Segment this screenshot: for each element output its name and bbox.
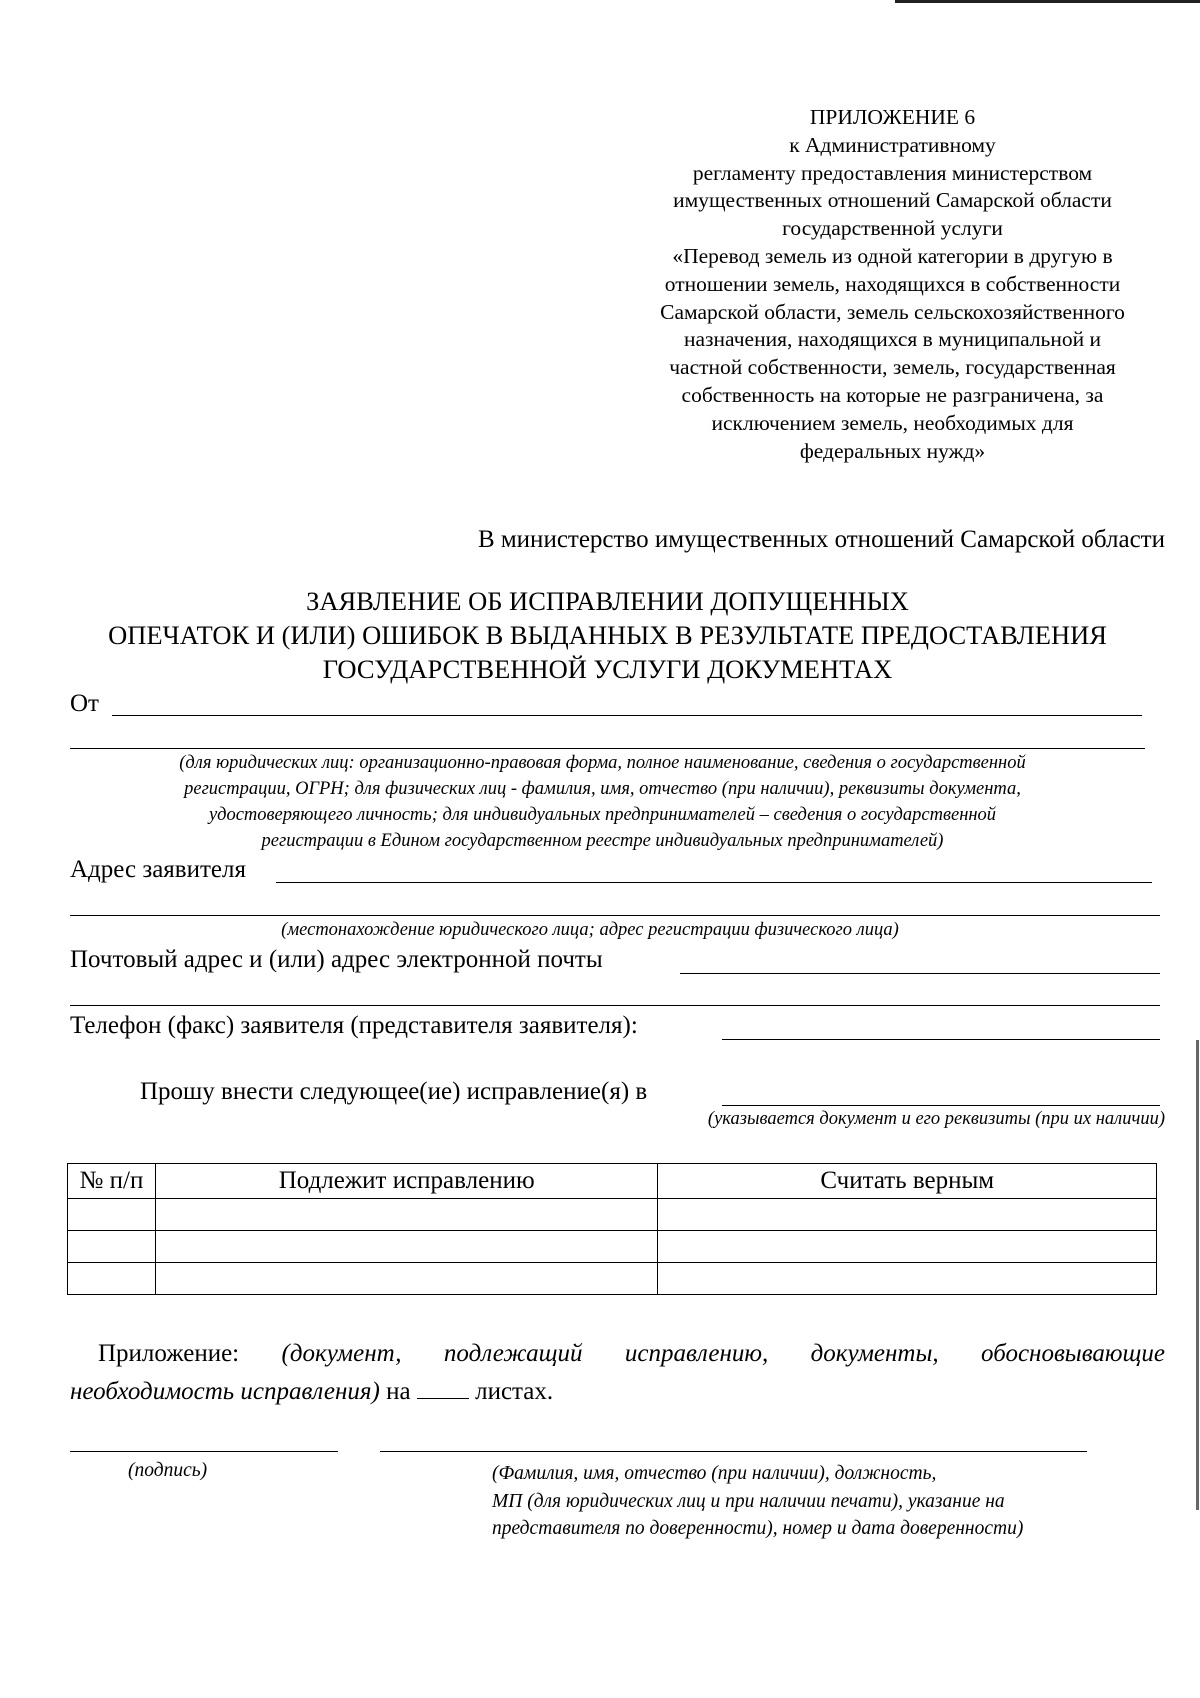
from-note-line: регистрации, ОГРН; для физических лиц - фамилия, имя, отчество (при наличии), реквизиты документа, — [184, 779, 1021, 799]
postal-input-line[interactable] — [680, 973, 1160, 974]
table-cell[interactable] — [658, 1231, 1157, 1263]
name-position-line[interactable] — [380, 1451, 1087, 1452]
addressee: В министерство имущественных отношений Самарской области — [477, 526, 1165, 553]
address-note: (местонахождение юридического лица; адрес регистрации физического лица) — [281, 920, 899, 940]
attachment-suffix: листах. — [475, 1378, 554, 1405]
appendix-line: ПРИЛОЖЕНИЕ 6 — [809, 105, 976, 129]
table-cell[interactable] — [68, 1199, 156, 1231]
appendix-line: частной собственности, земель, государственная — [669, 355, 1116, 380]
table-cell[interactable] — [68, 1231, 156, 1263]
signature-details-note — [492, 1460, 1023, 1543]
table-cell[interactable] — [155, 1231, 658, 1263]
from-label: От — [70, 690, 99, 717]
attachment-line-1 — [70, 1335, 1165, 1373]
from-note-line: (для юридических лиц: организационно-правовая форма, полное наименование, сведения о государственной — [179, 753, 1026, 773]
header-correct-value: Считать верным — [658, 1164, 1157, 1199]
header-to-correct: Подлежит исправлению — [155, 1164, 658, 1199]
appendix-line: имущественных отношений Самарской области — [673, 188, 1112, 213]
appendix-line: «Перевод земель из одной категории в другую в — [672, 243, 1113, 268]
from-note-line: регистрации в Едином государственном реестре индивидуальных предпринимателей) — [261, 831, 944, 851]
phone-label: Телефон (факс) заявителя (представителя заявителя): — [70, 1012, 638, 1039]
postal-label: Почтовый адрес и (или) адрес электронной почты — [70, 946, 603, 973]
appendix-line: отношении земель, находящихся в собственности — [664, 271, 1121, 296]
table-header-row — [68, 1164, 1157, 1199]
from-note — [45, 750, 1160, 854]
table-row — [68, 1263, 1157, 1295]
address-label: Адрес заявителя — [70, 856, 246, 883]
appendix-line: к Административному — [789, 132, 996, 157]
from-input-line[interactable] — [112, 715, 1142, 716]
table-row — [68, 1199, 1157, 1231]
appendix-line: исключением земель, необходимых для — [711, 410, 1074, 435]
phone-input-line[interactable] — [722, 1039, 1160, 1040]
title-line: ГОСУДАРСТВЕННОЙ УСЛУГИ ДОКУМЕНТАХ — [322, 654, 893, 684]
table-cell[interactable] — [658, 1199, 1157, 1231]
appendix-line: федеральных нужд» — [799, 438, 986, 463]
appendix-line: Самарской области, земель сельскохозяйственного — [660, 299, 1125, 324]
title-line: ОПЕЧАТОК И (ИЛИ) ОШИБОК В ВЫДАННЫХ В РЕЗУЛЬТАТЕ ПРЕДОСТАВЛЕНИЯ — [108, 620, 1107, 650]
title-line: ЗАЯВЛЕНИЕ ОБ ИСПРАВЛЕНИИ ДОПУЩЕННЫХ — [306, 586, 909, 616]
attachment-desc-2: необходимость исправления) — [70, 1378, 380, 1405]
from-note-line: удостоверяющего личность; для индивидуальных предпринимателей – сведения о государственной — [208, 805, 997, 825]
signature-note-line: МП (для юридических лиц и при наличии печати), указание на — [492, 1490, 1005, 1512]
attachment-na: на — [386, 1378, 411, 1405]
appendix-line: назначения, находящихся в муниципальной и — [684, 327, 1101, 352]
attachment-paragraph — [70, 1335, 1165, 1411]
appendix-line: государственной услуги — [782, 216, 1003, 241]
signature-note-line: (Фамилия, имя, отчество (при наличии), должность, — [492, 1463, 937, 1484]
corrections-table — [67, 1163, 1157, 1295]
scan-edge-line-top — [895, 0, 1200, 3]
attachment-prefix: Приложение: — [98, 1340, 240, 1367]
document-title — [40, 584, 1175, 686]
appendix-line: регламенту предоставления министерством — [692, 160, 1093, 185]
postal-input-line-2[interactable] — [70, 1005, 1160, 1006]
attachment-desc-1: (документ, подлежащий исправлению, документы, обосновывающие — [281, 1340, 1166, 1367]
table-cell[interactable] — [155, 1199, 658, 1231]
signature-line[interactable] — [70, 1451, 338, 1452]
table-row — [68, 1231, 1157, 1263]
from-input-line-2[interactable] — [70, 748, 1145, 749]
header-number: № п/п — [68, 1164, 156, 1199]
attachment-line-2 — [70, 1373, 1165, 1411]
address-input-line-2[interactable] — [70, 915, 1160, 916]
appendix-header — [620, 104, 1165, 465]
request-note: (указывается документ и его реквизиты (при их наличии) — [707, 1109, 1165, 1129]
appendix-line: собственность на которые не разграничена, за — [681, 382, 1104, 407]
request-label: Прошу внести следующее(ие) исправление(я) в — [140, 1078, 648, 1105]
table-cell[interactable] — [155, 1263, 658, 1295]
signature-label: (подпись) — [128, 1460, 208, 1481]
signature-note-line: представителя по доверенности), номер и дата доверенности) — [492, 1518, 1024, 1539]
table-cell[interactable] — [68, 1263, 156, 1295]
table-cell[interactable] — [658, 1263, 1157, 1295]
address-input-line[interactable] — [276, 882, 1152, 883]
sheet-count-input[interactable] — [417, 1378, 469, 1399]
scan-edge-line-right — [1196, 1040, 1199, 1510]
